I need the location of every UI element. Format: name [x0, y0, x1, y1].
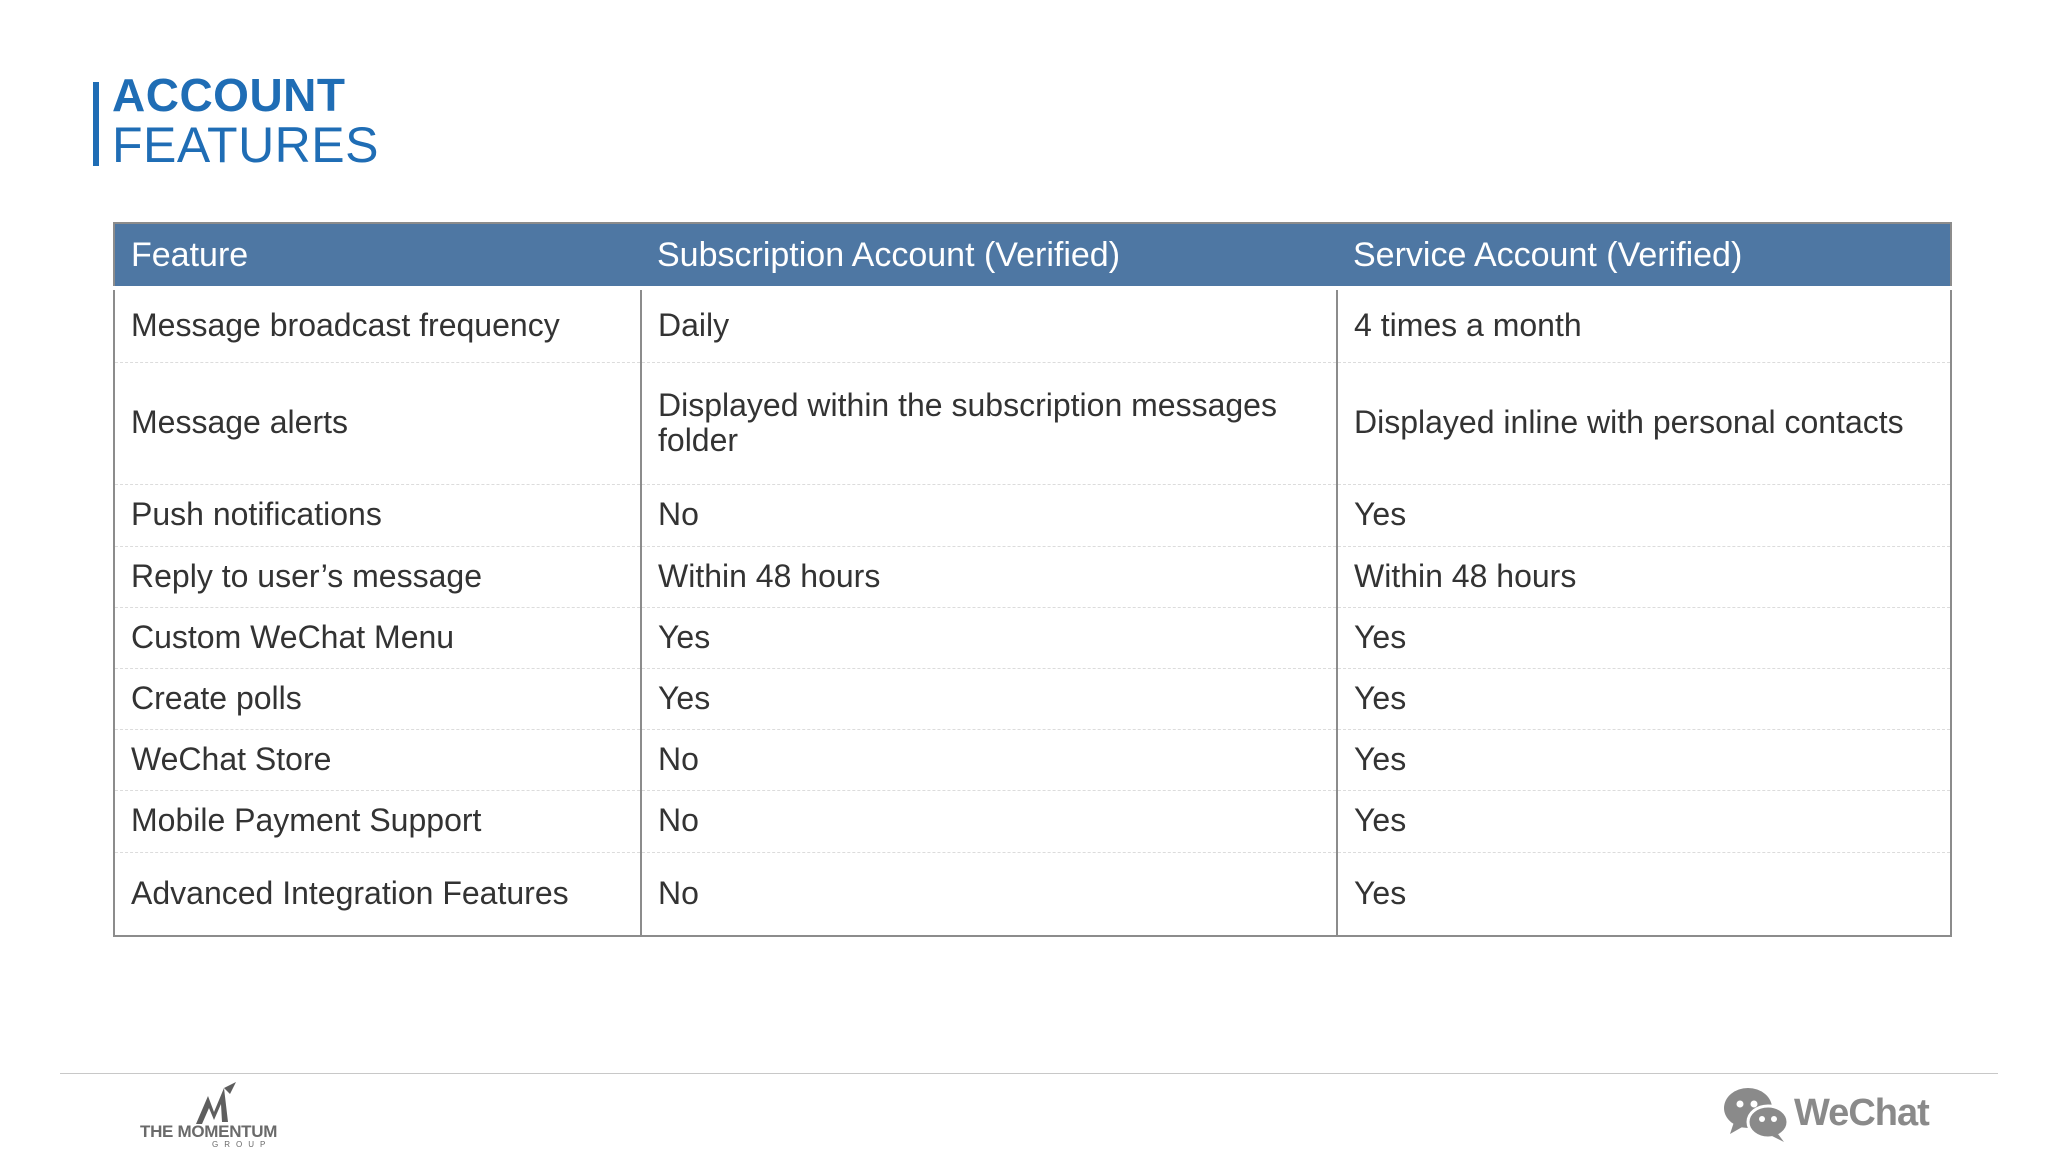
column-header-subscription: Subscription Account (Verified)	[641, 223, 1337, 288]
subscription-cell: Displayed within the subscription messages folder	[641, 362, 1337, 484]
subscription-cell: Daily	[641, 288, 1337, 362]
feature-cell: WeChat Store	[114, 729, 641, 790]
page-title	[112, 69, 379, 173]
footer-divider	[60, 1073, 1998, 1074]
momentum-group-logo	[140, 1082, 300, 1148]
service-cell: Displayed inline with personal contacts	[1337, 362, 1951, 484]
features-table	[113, 222, 1952, 937]
feature-cell: Message broadcast frequency	[114, 288, 641, 362]
table-row	[114, 362, 1951, 484]
page-title-line1: ACCOUNT	[112, 69, 346, 121]
subscription-cell: Within 48 hours	[641, 546, 1337, 607]
page-title-line2: FEATURES	[112, 117, 379, 173]
feature-cell: Mobile Payment Support	[114, 790, 641, 852]
subscription-cell: Yes	[641, 668, 1337, 729]
table-row	[114, 546, 1951, 607]
table-row	[114, 288, 1951, 362]
wechat-bubbles-icon	[1722, 1084, 1792, 1144]
table-row	[114, 852, 1951, 936]
table-row	[114, 668, 1951, 729]
table-row	[114, 790, 1951, 852]
table-header-row	[114, 223, 1951, 288]
subscription-cell: No	[641, 729, 1337, 790]
feature-cell: Reply to user’s message	[114, 546, 641, 607]
momentum-logo-subtext: GROUP	[212, 1140, 272, 1149]
subscription-cell: No	[641, 484, 1337, 546]
service-cell: Within 48 hours	[1337, 546, 1951, 607]
service-cell: Yes	[1337, 852, 1951, 936]
feature-cell: Advanced Integration Features	[131, 875, 569, 912]
wechat-logo	[1722, 1084, 1929, 1144]
table-row	[114, 484, 1951, 546]
service-cell: Yes	[1337, 729, 1951, 790]
table-header	[114, 223, 1951, 288]
service-cell: 4 times a month	[1337, 288, 1951, 362]
momentum-m-icon	[192, 1082, 242, 1126]
table-row	[114, 607, 1951, 668]
title-accent-bar	[93, 82, 99, 166]
column-header-service: Service Account (Verified)	[1337, 223, 1951, 288]
service-cell: Yes	[1337, 484, 1951, 546]
table-body	[114, 288, 1951, 936]
momentum-logo-text: THE MOMENTUM	[140, 1122, 278, 1141]
service-cell: Yes	[1337, 790, 1951, 852]
subscription-cell: Yes	[641, 607, 1337, 668]
service-cell: Yes	[1337, 668, 1951, 729]
feature-cell: Message alerts	[114, 362, 641, 484]
subscription-cell: No	[641, 852, 1337, 936]
feature-cell: Create polls	[114, 668, 641, 729]
feature-cell: Push notifications	[114, 484, 641, 546]
feature-cell: Custom WeChat Menu	[114, 607, 641, 668]
subscription-cell: No	[641, 790, 1337, 852]
wechat-logo-text: WeChat	[1794, 1092, 1929, 1134]
service-cell: Yes	[1337, 607, 1951, 668]
table-row	[114, 729, 1951, 790]
column-header-feature: Feature	[114, 223, 641, 288]
